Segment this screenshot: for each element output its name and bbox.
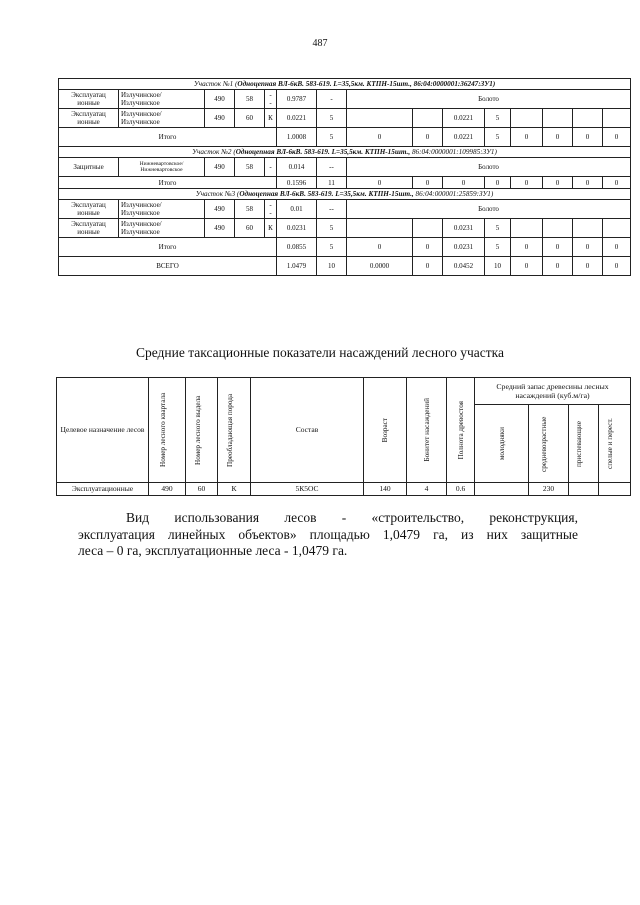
swamp-cell: Болото (347, 200, 631, 219)
header-age: Возраст (381, 417, 389, 443)
header-maturing: приспевающие (574, 420, 583, 467)
section-3-header: Участок №3 (Одноцепная ВЛ-6кВ. 583-619. L=35,5км. КТПН-15шт., 86:04:000001:25859:ЗУ1) (59, 189, 631, 200)
swamp-cell: Болото (347, 158, 631, 177)
grand-total-row: ВСЕГО 1.0479 10 0.0000 0 0.0452 10 0 0 0 0 (59, 257, 631, 276)
plots-table (58, 78, 631, 276)
header-young: молодняки (497, 427, 506, 461)
table-row: Эксплуатационные 490 60 К 5К5ОС 140 4 0.6 230 (57, 483, 631, 496)
section-2-header: Участок №2 (Одноцепная ВЛ-6кВ. 583-619. L=35,5км. КТПН-15шт., 86:04:0000001:109985:ЗУ1) (59, 147, 631, 158)
table-row: Эксплуатац ионные Излучинское/ Излучинское 490 60 К 0.0221 5 0.0221 5 (59, 109, 631, 128)
header-bonitet: Бонитет насаждений (422, 398, 431, 462)
section-1-header: Участок №1 (Одноцепная ВЛ-6кВ. 583-619. L=35,5км. КТПН-15шт., 86:04:0000001:36247:ЗУ1) (59, 79, 631, 90)
header-species: Преобладающая порода (226, 393, 234, 467)
header-quarter: Номер лесного квартала (159, 392, 167, 468)
header-mature: спелые и перест. (605, 418, 614, 470)
swamp-cell: Болото (347, 90, 631, 109)
subtotal-row: Итого 1.0008 5 0 0 0.0221 5 0 0 0 0 (59, 128, 631, 147)
taxation-table (56, 377, 631, 496)
table-row: Эксплуатац ионные Излучинское/ Излучинское 490 58 - - 0.01 -- Болото (59, 200, 631, 219)
section-heading: Средние таксационные показатели насаждений лесного участка (135, 345, 505, 360)
header-purpose: Целевое назначение лесов (57, 378, 149, 483)
subtotal-row: Итого 0.0855 5 0 0 0.0231 5 0 0 0 0 (59, 238, 631, 257)
table-row: Эксплуатац ионные Излучинское/ Излучинское 490 58 - - 0.9787 - Болото (59, 90, 631, 109)
header-stock: Средний запас древесины лесных насаждений (куб.м/га) (475, 378, 631, 405)
subtotal-row: Итого 0.1596 11 0 0 0 0 0 0 0 0 (59, 177, 631, 189)
usage-paragraph: Вид использования лесов - «строительство, реконструкция, эксплуатация линейных объектов» площадью 1,0479 га, из них защитные леса – 0 га, эксплуатационные леса - 1,0479 га. (78, 510, 578, 558)
page-number: 487 (312, 38, 328, 49)
header-middle: средневозрастные (539, 415, 548, 472)
header-plot: Номер лесного выдела (193, 395, 202, 465)
header-density: Полнота древостоя (456, 400, 465, 460)
table-row: Эксплуатац ионные Излучинское/ Излучинское 490 60 К 0.0231 5 0.0231 5 (59, 219, 631, 238)
header-composition: Состав (251, 378, 364, 483)
table-row: Защитные Нижневартовское/ Нижневартовское 490 58 - 0.014 -- Болото (59, 158, 631, 177)
